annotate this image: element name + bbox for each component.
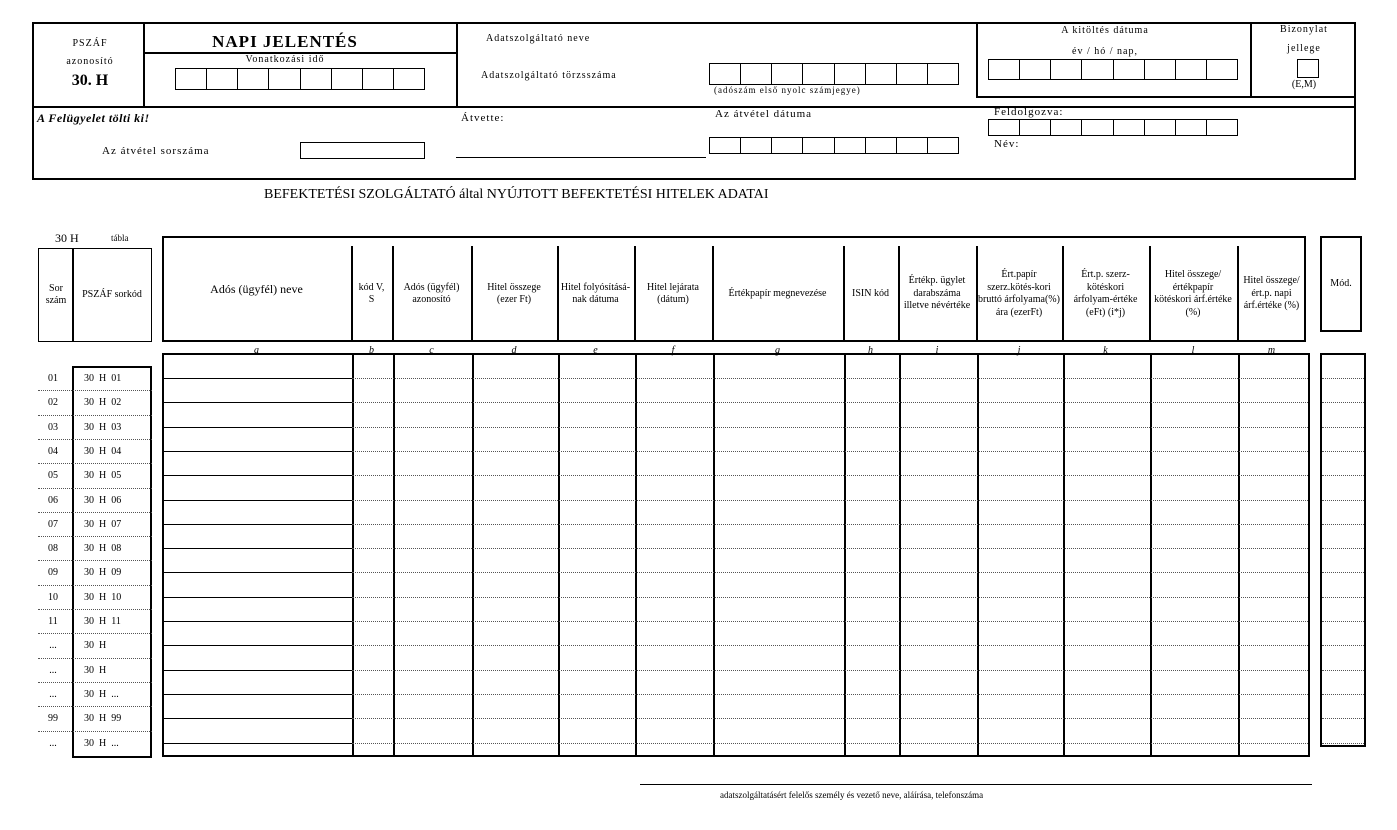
row-divider (352, 451, 1308, 452)
col-letter: e (593, 345, 598, 356)
row-divider (1322, 427, 1364, 428)
row-divider (164, 694, 352, 695)
page-title: NAPI JELENTÉS (212, 32, 358, 51)
row-divider (164, 645, 352, 646)
col-divider (352, 353, 354, 757)
row-divider (38, 706, 152, 707)
row-divider (38, 415, 152, 416)
row-divider (164, 500, 352, 501)
bizonylat-jellege-field[interactable] (1297, 59, 1319, 78)
col-divider (634, 246, 636, 342)
row-divider (352, 475, 1308, 476)
row-code: 30 H (84, 664, 107, 676)
row-divider (1322, 500, 1364, 501)
felugyelet-block (32, 106, 1356, 180)
divider (1250, 22, 1252, 98)
torzsszam-field[interactable] (709, 63, 959, 85)
col-letter: k (1103, 345, 1108, 356)
col-l-header: Hitel összege/ értékpapír kötéskori árf.értéke (%) (1154, 269, 1232, 318)
row-divider (164, 451, 352, 452)
mod-grid (1320, 353, 1366, 747)
nev-label: Név: (994, 138, 1020, 150)
row-divider (352, 597, 1308, 598)
row-divider (352, 670, 1308, 671)
col-divider (899, 353, 901, 757)
row-divider (38, 731, 152, 732)
divider (143, 22, 145, 108)
col-sorszam: Sor szám (45, 282, 67, 306)
atvetel-datuma-field[interactable] (709, 137, 959, 154)
row-divider (38, 658, 152, 659)
col-e-header: Hitel folyósításá-nak dátuma (560, 281, 631, 305)
signature-note: adatszolgáltatásért felelős személy és vezető neve, aláírása, telefonszáma (720, 790, 984, 800)
col-mod: Mód. (1330, 277, 1352, 289)
row-divider (38, 609, 152, 610)
row-divider (352, 524, 1308, 525)
row-code: 30 H 11 (84, 616, 121, 627)
col-h-header: ISIN kód (852, 287, 889, 299)
row-divider (164, 475, 352, 476)
row-number: ... (49, 688, 57, 700)
main-title: BEFEKTETÉSI SZOLGÁLTATÓ által NYÚJTOTT BEFEKTETÉSI HITELEK ADATAI (264, 187, 769, 202)
row-divider (164, 743, 352, 744)
col-divider (392, 246, 394, 342)
col-divider (1238, 353, 1240, 757)
row-divider (164, 378, 352, 379)
row-code: 30 H 09 (84, 567, 122, 579)
row-divider (352, 718, 1308, 719)
row-divider (38, 585, 152, 586)
divider (456, 22, 458, 108)
feldolgozva-field[interactable] (988, 119, 1238, 136)
row-divider (38, 560, 152, 561)
col-k-header: Ért.p. szerz-kötéskori árfolyam-értéke (eFt) (i*j) (1073, 269, 1138, 318)
row-divider (1322, 718, 1364, 719)
col-divider (844, 353, 846, 757)
row-divider (38, 536, 152, 537)
row-code: 30 H 02 (84, 397, 122, 409)
row-divider (1322, 694, 1364, 695)
col-divider (635, 353, 637, 757)
row-divider (1322, 572, 1364, 573)
row-divider (1322, 402, 1364, 403)
row-code: 30 H 08 (84, 543, 122, 555)
row-number: ... (49, 664, 57, 676)
col-divider (1063, 353, 1065, 757)
row-divider (352, 402, 1308, 403)
col-g-header: Értékpapír megnevezése (728, 287, 827, 299)
col-letter: j (1017, 345, 1021, 356)
adatszolg-neve-label: Adatszolgáltató neve (486, 33, 591, 44)
ev-ho-nap-label: év / hó / nap, (1072, 46, 1138, 57)
row-number: 03 (48, 421, 58, 433)
col-divider (471, 246, 473, 342)
col-divider (977, 353, 979, 757)
row-number: 11 (48, 616, 58, 627)
col-m-header: Hitel összege/ ért.p. napi árf.értéke (%) (1243, 275, 1300, 312)
col-divider (351, 246, 353, 342)
row-divider (38, 390, 152, 391)
row-divider (164, 670, 352, 671)
col-divider (472, 353, 474, 757)
col-divider (1062, 246, 1064, 342)
row-number: 06 (48, 494, 58, 506)
divider (976, 96, 1356, 98)
row-divider (164, 718, 352, 719)
signature-line (640, 784, 1312, 785)
col-divider (898, 246, 900, 342)
row-code: 30 H 99 (84, 713, 122, 725)
row-divider (1322, 378, 1364, 379)
adoszam-note: (adószám első nyolc számjegye) (714, 85, 861, 95)
col-letter: a (254, 345, 259, 356)
row-divider (38, 463, 152, 464)
row-number: 02 (48, 397, 58, 409)
col-letter: f (671, 345, 675, 356)
row-number: ... (49, 640, 57, 652)
row-number: 10 (48, 591, 58, 603)
col-divider (1237, 246, 1239, 342)
col-i-header: Értékp. ügylet darabszáma illetve névértéke (903, 275, 971, 312)
row-number: 01 (48, 373, 58, 384)
vonatkozasi-ido-field[interactable] (175, 68, 425, 90)
col-c-header: Adós (ügyfél) azonosító (403, 281, 460, 305)
row-number: 08 (48, 543, 58, 555)
col-divider (976, 246, 978, 342)
data-grid (162, 353, 1310, 757)
row-divider (1322, 548, 1364, 549)
col-letter: m (1267, 345, 1276, 356)
row-number: 04 (48, 445, 58, 457)
col-divider (558, 353, 560, 757)
row-divider (352, 743, 1308, 744)
col-f-header: Hitel lejárata (dátum) (647, 281, 699, 305)
col-letter: g (775, 345, 780, 356)
kitoltes-datuma-label: A kitöltés dátuma (1061, 25, 1149, 36)
feldolgozva-label: Feldolgozva: (994, 106, 1064, 118)
col-divider (1150, 353, 1152, 757)
row-divider (352, 500, 1308, 501)
row-number: 09 (48, 567, 58, 579)
kitoltes-datuma-field[interactable] (988, 59, 1238, 80)
row-code: 30 H 04 (84, 445, 122, 457)
col-letter: b (369, 345, 374, 356)
row-divider (38, 512, 152, 513)
col-letter: d (511, 345, 517, 356)
row-divider (164, 402, 352, 403)
vonatkozasi-ido-label: Vonatkozási idő (245, 54, 325, 65)
row-divider (38, 682, 152, 683)
row-divider (1322, 524, 1364, 525)
row-divider (1322, 621, 1364, 622)
col-letter: h (868, 345, 873, 356)
row-code: 30 H 05 (84, 470, 122, 482)
row-number: 05 (48, 470, 58, 482)
bizonylat-label: Bizonylat (1280, 24, 1328, 35)
row-divider (1322, 743, 1364, 744)
row-divider (164, 427, 352, 428)
col-a-header: Adós (ügyfél) neve (210, 281, 303, 296)
row-code: 30 H 03 (84, 421, 122, 433)
table-label-num: 30 H (55, 231, 79, 245)
row-divider (352, 427, 1308, 428)
form-code: 30. H (71, 72, 109, 89)
col-divider (1149, 246, 1151, 342)
row-divider (352, 645, 1308, 646)
table-label-word: tábla (111, 233, 129, 243)
col-letter: i (935, 345, 939, 356)
row-divider (352, 548, 1308, 549)
row-code: 30 H 06 (84, 494, 122, 506)
row-number: ... (49, 737, 57, 749)
col-b-header: kód V, S (358, 281, 385, 305)
row-divider (38, 439, 152, 440)
divider (976, 22, 978, 98)
row-divider (38, 633, 152, 634)
col-divider (557, 246, 559, 342)
row-divider (352, 621, 1308, 622)
azonosito-label: azonosító (66, 56, 114, 67)
col-divider (712, 246, 714, 342)
col-divider (393, 353, 395, 757)
em-label: (E,M) (1291, 79, 1317, 90)
col-letter: l (1191, 345, 1195, 356)
row-divider (1322, 597, 1364, 598)
atvetel-datuma-label: Az átvétel dátuma (715, 108, 813, 120)
row-divider (38, 488, 152, 489)
row-divider (164, 572, 352, 573)
col-j-header: Ért.papír szerz.kötés-kori bruttó árfolyama(%) ára (ezerFt) (978, 269, 1060, 318)
row-number: 99 (48, 713, 58, 725)
row-code: 30 H (84, 640, 107, 652)
row-divider (1322, 451, 1364, 452)
felugyelet-label: A Felügyelet tölti ki! (37, 111, 150, 125)
col-divider (713, 353, 715, 757)
col-sorkod: PSZÁF sorkód (82, 288, 142, 300)
row-divider (1322, 475, 1364, 476)
row-divider (1322, 670, 1364, 671)
row-divider (1322, 645, 1364, 646)
row-divider (164, 597, 352, 598)
row-code: 30 H ... (84, 688, 119, 700)
atvetel-sorszama-label: Az átvétel sorszáma (102, 145, 210, 157)
atvetel-sorszama-field[interactable] (300, 142, 425, 159)
row-divider (352, 572, 1308, 573)
col-letter: c (429, 345, 434, 356)
col-divider (843, 246, 845, 342)
row-code: 30 H ... (84, 737, 119, 749)
row-divider (352, 378, 1308, 379)
row-code: 30 H 10 (84, 591, 122, 603)
pszaf-label: PSZÁF (72, 38, 108, 49)
row-number: 07 (48, 518, 58, 530)
row-divider (164, 548, 352, 549)
row-divider (164, 524, 352, 525)
atvette-line (456, 157, 706, 158)
row-divider (352, 694, 1308, 695)
row-divider (164, 621, 352, 622)
row-code: 30 H 07 (84, 518, 122, 530)
row-code: 30 H 01 (84, 373, 122, 384)
col-d-header: Hitel összege (ezer Ft) (487, 281, 541, 305)
atvette-label: Átvette: (461, 112, 505, 124)
adatszolg-torzsszama-label: Adatszolgáltató törzsszáma (481, 70, 617, 81)
jellege-label: jellege (1287, 43, 1321, 54)
